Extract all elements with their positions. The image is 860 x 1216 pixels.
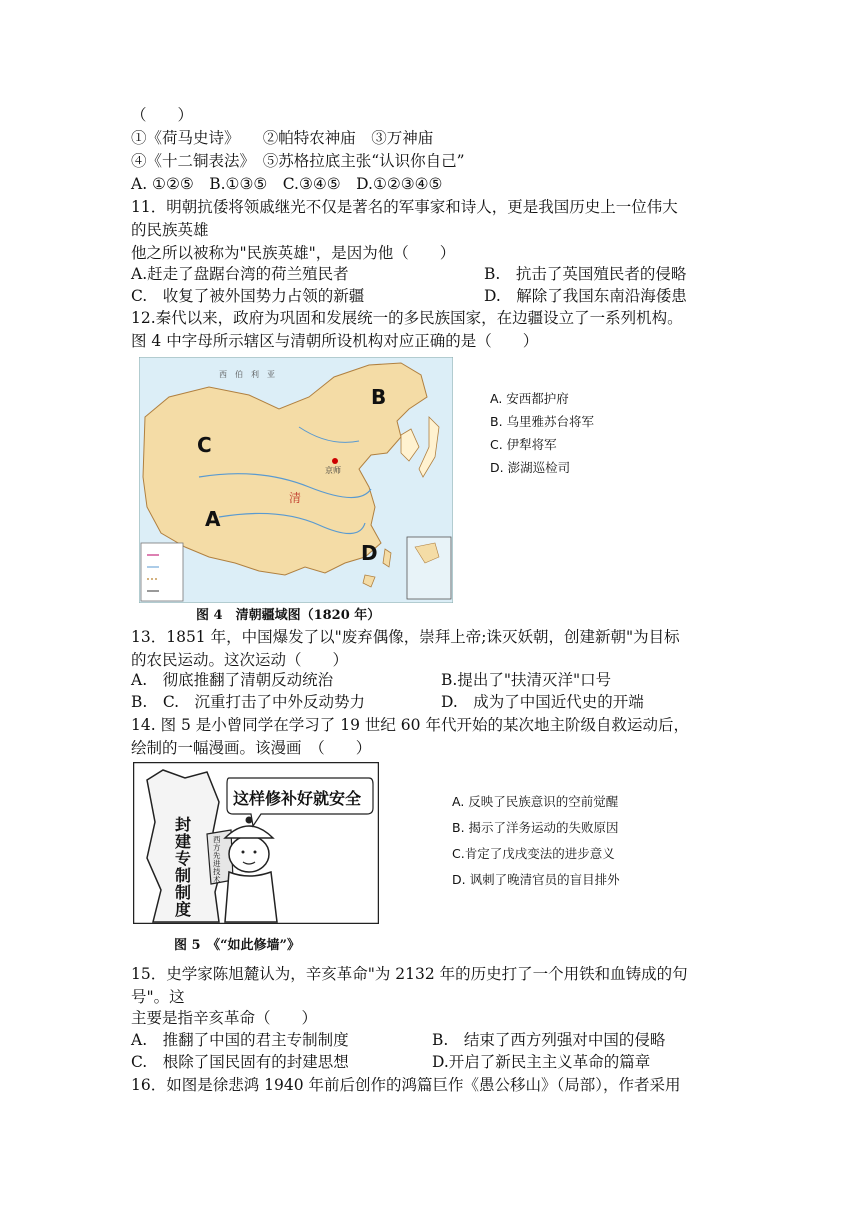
figure-5-caption: 图 5 《“如此修墙”》 bbox=[174, 938, 301, 953]
q14-stem-line2: 绘制的一幅漫画。该漫画 （ ） bbox=[131, 739, 372, 757]
q14-option-b: B. 揭示了洋务运动的失败原因 bbox=[452, 820, 619, 835]
q12-option-b: B. 乌里雅苏台将军 bbox=[490, 414, 595, 429]
q12-stem-line2: 图 4 中字母所示辖区与清朝所设机构对应正确的是（ ） bbox=[131, 332, 539, 350]
cartoon-speech-text: 这样修补好就安全 bbox=[233, 789, 362, 808]
q12-stem-line1: 12.秦代以来，政府为巩固和发展统一的多民族国家，在边疆设立了一系列机构。 bbox=[131, 309, 683, 327]
q13-stem-line2: 的农民运动。这次运动（ ） bbox=[131, 651, 349, 669]
map-label-capital: 京师 bbox=[325, 466, 341, 475]
map-figure bbox=[139, 357, 453, 603]
q11-stem-line1: 11．明朝抗倭将领戚继光不仅是著名的军事家和诗人，更是我国历史上一位伟大 bbox=[131, 198, 678, 216]
q15-stem-line2: 号"。这 bbox=[131, 988, 185, 1006]
q14-option-a: A. 反映了民族意识的空前觉醒 bbox=[452, 794, 619, 809]
map-label-siberia: 西 伯 利 亚 bbox=[219, 370, 275, 379]
q13-option-c: B. C. 沉重打击了中外反动势力 bbox=[131, 693, 366, 711]
q11-option-d: D. 解除了我国东南沿海倭患 bbox=[484, 287, 687, 305]
map-letter-a: A bbox=[205, 507, 221, 531]
q14-stem-line1: 14. 图 5 是小曾同学在学习了 19 世纪 60 年代开始的某次地主阶级自救运动后， bbox=[131, 716, 689, 734]
q12-option-d: D. 澎湖巡检司 bbox=[490, 460, 571, 475]
q14-option-c: C.肯定了戊戌变法的进步意义 bbox=[452, 846, 615, 861]
q13-option-a: A. 彻底推翻了清朝反动统治 bbox=[131, 671, 334, 689]
q11-stem-line3: 他之所以被称为"民族英雄"，是因为他（ ） bbox=[131, 244, 456, 262]
figure-4-caption: 图 4 清朝疆域图（1820 年） bbox=[196, 608, 381, 623]
map-letter-b: B bbox=[371, 385, 387, 409]
q15-stem-line1: 15．史学家陈旭麓认为，辛亥革命"为 2132 年的历史打了一个用铁和血铸成的句 bbox=[131, 965, 688, 983]
q11-option-c: C. 收复了被外国势力占领的新疆 bbox=[131, 287, 365, 305]
wall-char: 制 bbox=[175, 883, 192, 902]
q11-stem-line2: 的民族英雄 bbox=[131, 221, 209, 239]
wall-char: 建 bbox=[175, 832, 192, 851]
q14-option-d: D. 讽刺了晚清官员的盲目排外 bbox=[452, 872, 620, 887]
q12-option-c: C. 伊犁将军 bbox=[490, 437, 557, 452]
q10-options: A. ①②⑤ B.①③⑤ C.③④⑤ D.①②③④⑤ bbox=[131, 175, 443, 193]
q10-line1: ①《荷马史诗》 ②帕特农神庙 ③万神庙 bbox=[131, 129, 434, 147]
q13-option-b: B.提出了"扶清灭洋"口号 bbox=[441, 671, 612, 689]
map-label-qing: 清 bbox=[289, 491, 302, 505]
wall-char: 专 bbox=[175, 849, 192, 868]
q15-stem-line3: 主要是指辛亥革命（ ） bbox=[131, 1009, 318, 1027]
map-letter-d: D bbox=[361, 541, 378, 565]
q15-option-d: D.开启了新民主主义革命的篇章 bbox=[432, 1053, 651, 1071]
wall-char: 度 bbox=[175, 900, 192, 919]
q15-option-b: B. 结束了西方列强对中国的侵略 bbox=[432, 1031, 666, 1049]
q15-option-a: A. 推翻了中国的君主专制制度 bbox=[131, 1031, 349, 1049]
q13-stem-line1: 13．1851 年，中国爆发了以"废弃偶像，崇拜上帝;诛灭妖朝，创建新朝"为目标 bbox=[131, 628, 680, 646]
wall-char: 制 bbox=[175, 866, 192, 885]
qing-territory-map bbox=[139, 357, 453, 603]
q15-option-c: C. 根除了国民固有的封建思想 bbox=[131, 1053, 349, 1071]
cartoon-wall-text bbox=[175, 816, 193, 918]
q12-option-a: A. 安西都护府 bbox=[490, 391, 569, 406]
map-letter-c: C bbox=[197, 433, 212, 457]
q10-line2: ④《十二铜表法》 ⑤苏格拉底主张“认识你自己” bbox=[131, 152, 465, 170]
q13-option-d: D. 成为了中国近代史的开端 bbox=[441, 693, 644, 711]
cartoon-patch-text: 西方先进技术 bbox=[213, 835, 221, 884]
q11-option-a: A.赶走了盘踞台湾的荷兰殖民者 bbox=[131, 265, 349, 283]
q10-bracket: （ ） bbox=[131, 106, 194, 124]
wall-char: 封 bbox=[175, 815, 192, 834]
cartoon-figure bbox=[133, 762, 379, 924]
q16-stem-line1: 16．如图是徐悲鸿 1940 年前后创作的鸿篇巨作《愚公移山》（局部），作者采用 bbox=[131, 1076, 681, 1094]
q11-option-b: B. 抗击了英国殖民者的侵略 bbox=[484, 265, 687, 283]
